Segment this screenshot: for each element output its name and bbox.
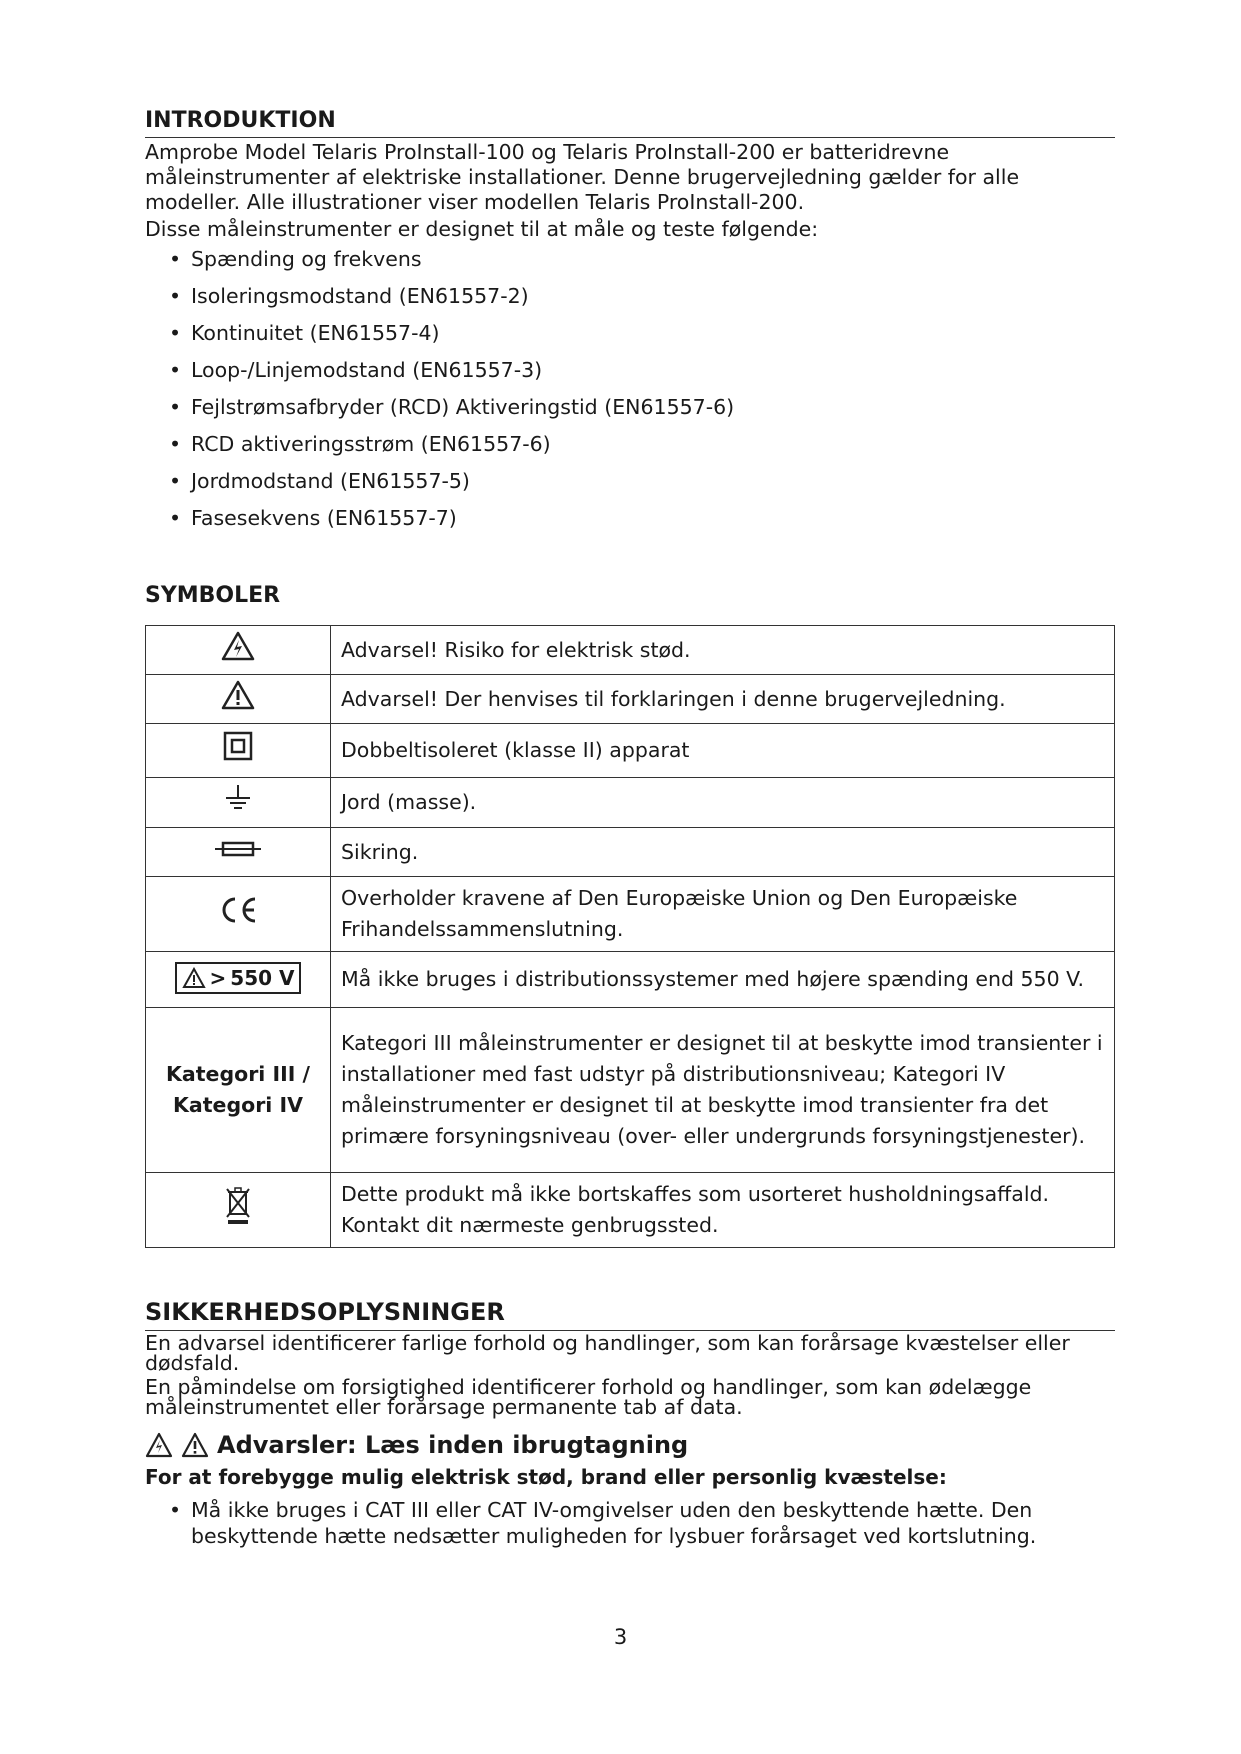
symbol-description: Advarsel! Der henvises til forklaringen i denne brugervejledning.: [331, 675, 1115, 724]
symbol-description: Dobbeltisoleret (klasse II) apparat: [331, 724, 1115, 778]
caution-warning-icon: [146, 675, 331, 724]
symbol-description: Overholder kravene af Den Europæiske Union og Den Europæiske Frihandelssammenslutning.: [331, 877, 1115, 952]
list-item: • Fasesekvens (EN61557-7): [145, 505, 1115, 531]
table-row: [146, 877, 1115, 952]
list-item: • Kontinuitet (EN61557-4): [145, 320, 1115, 346]
list-item: • RCD aktiveringsstrøm (EN61557-6): [145, 431, 1115, 457]
table-row: [146, 1008, 1115, 1173]
caution-warning-icon: [182, 967, 206, 989]
max-voltage-icon: > 550 V: [146, 952, 331, 1008]
intro-title: INTRODUKTION: [145, 108, 1115, 138]
safety-section: [145, 1298, 1115, 1549]
safety-paragraph-2: En påmindelse om forsigtighed identificerer forhold og handlinger, som kan ødelægge måleinstrumentet eller forårsage permanente tab af data.: [145, 1375, 1032, 1419]
table-row: [146, 828, 1115, 877]
table-row: [146, 626, 1115, 675]
caution-warning-icon: [181, 1432, 209, 1458]
symbols-table: [145, 625, 1115, 1248]
symbol-description: Jord (masse).: [331, 778, 1115, 828]
table-row: [146, 724, 1115, 778]
double-insulation-icon: [146, 724, 331, 778]
ce-mark-icon: [146, 877, 331, 952]
safety-paragraph-1: En advarsel identificerer farlige forhold og handlinger, som kan forårsage kvæstelser eller dødsfald.: [145, 1331, 1070, 1375]
electric-shock-warning-icon: [145, 1432, 173, 1458]
warnings-list: [145, 1497, 1115, 1549]
table-row: [146, 778, 1115, 828]
document-page: [145, 108, 1115, 1560]
symbol-description: Advarsel! Risiko for elektrisk stød.: [331, 626, 1115, 675]
safety-title: SIKKERHEDSOPLYSNINGER: [145, 1298, 1115, 1331]
symbol-description: Dette produkt må ikke bortskaffes som usorteret husholdningsaffald. Kontakt dit nærmeste genbrugssted.: [331, 1173, 1115, 1248]
table-row: [146, 675, 1115, 724]
ground-icon: [146, 778, 331, 828]
intro-list: [145, 246, 1115, 531]
symbol-description: Sikring.: [331, 828, 1115, 877]
list-item: • Fejlstrømsafbryder (RCD) Aktiveringstid (EN61557-6): [145, 394, 1115, 420]
table-row: [146, 952, 1115, 1008]
list-item: • Jordmodstand (EN61557-5): [145, 468, 1115, 494]
symbol-description: Må ikke bruges i distributionssystemer med højere spænding end 550 V.: [331, 952, 1115, 1008]
page-number: 3: [613, 1625, 628, 1649]
electric-shock-warning-icon: [146, 626, 331, 675]
table-row: [146, 1173, 1115, 1248]
list-item: • Loop-/Linjemodstand (EN61557-3): [145, 357, 1115, 383]
intro-paragraph-1: Amprobe Model Telaris ProInstall-100 og Telaris ProInstall-200 er batteridrevne måleinstrumenter af elektriske installationer. Denne brugervejledning gælder for alle modeller. Alle illustrationer viser modellen Telaris ProInstall-200.: [145, 140, 1020, 214]
weee-bin-icon: [146, 1173, 331, 1248]
warnings-heading-text: Advarsler: Læs inden ibrugtagning: [217, 1431, 689, 1459]
intro-paragraph-2: Disse måleinstrumenter er designet til at måle og teste følgende:: [145, 217, 819, 241]
list-item: • Må ikke bruges i CAT III eller CAT IV-omgivelser uden den beskyttende hætte. Den beskyttende hætte nedsætter muligheden for lysbuer forårsaget ved kortslutning.: [145, 1497, 1115, 1549]
list-item: • Spænding og frekvens: [145, 246, 1115, 272]
symbols-title: SYMBOLER: [145, 583, 281, 608]
max-voltage-label: 550 V: [230, 965, 295, 990]
category-label: Kategori III / Kategori IV: [146, 1008, 331, 1173]
symbol-description: Kategori III måleinstrumenter er designet til at beskytte imod transienter i installationer med fast udstyr på distributionsniveau; Kategori IV måleinstrumenter er designet til at beskytte imod transienter fra det primære forsyningsniveau (over- eller undergrunds forsyningstjenester).: [331, 1008, 1115, 1173]
warnings-heading: [145, 1431, 1115, 1459]
fuse-icon: [146, 828, 331, 877]
warnings-intro: For at forebygge mulig elektrisk stød, brand eller personlig kvæstelse:: [145, 1465, 947, 1489]
list-item: • Isoleringsmodstand (EN61557-2): [145, 283, 1115, 309]
